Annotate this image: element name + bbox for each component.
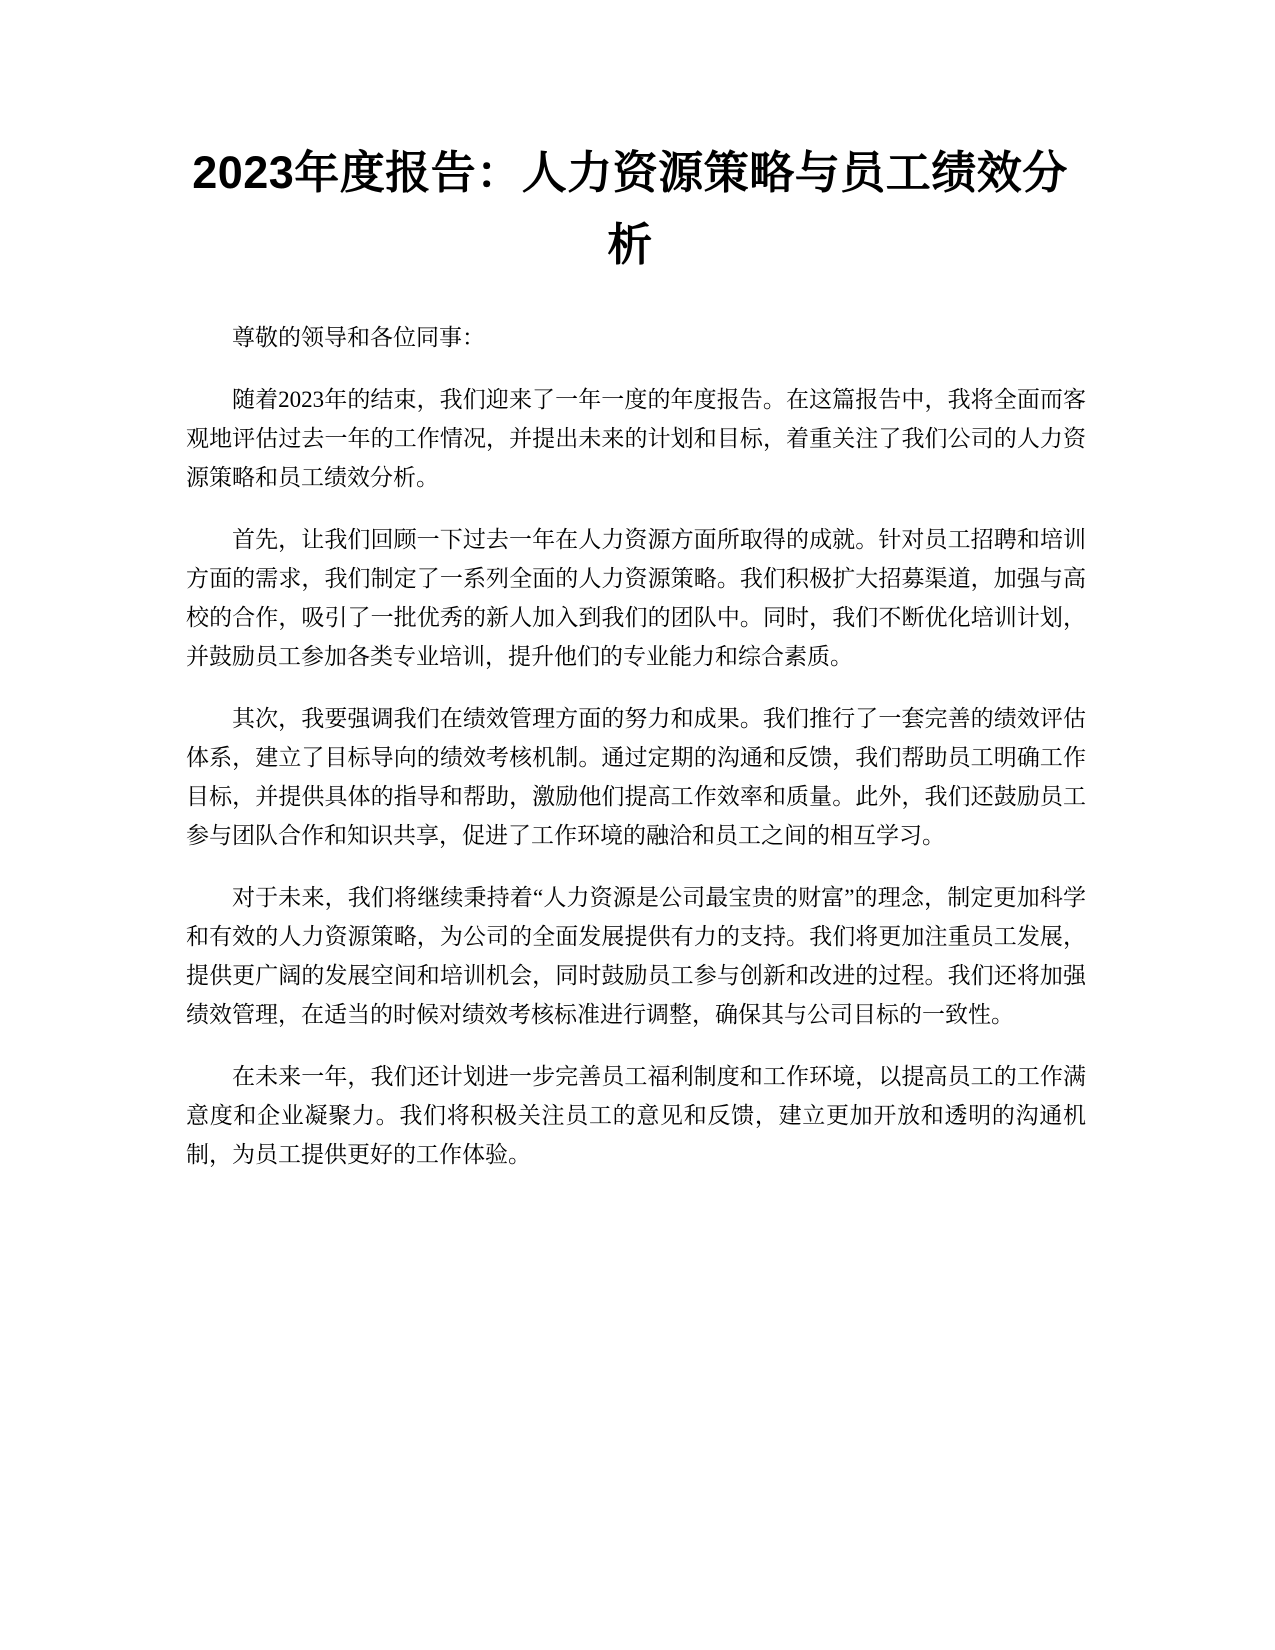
hr-achievements-paragraph: 首先，让我们回顾一下过去一年在人力资源方面所取得的成就。针对员工招聘和培训方面的需求，我们制定了一系列全面的人力资源策略。我们积极扩大招募渠道，加强与高校的合作，吸引了一批优秀的新人加入到我们的团队中。同时，我们不断优化培训计划，并鼓励员工参加各类专业培训，提升他们的专业能力和综合素质。 xyxy=(186,527,1086,669)
intro-paragraph: 随着2023年的结束，我们迎来了一年一度的年度报告。在这篇报告中，我将全面而客观地评估过去一年的工作情况，并提出未来的计划和目标，着重关注了我们公司的人力资源策略和员工绩效分析。 xyxy=(186,387,1086,490)
future-plans-paragraph: 对于未来，我们将继续秉持着“人力资源是公司最宝贵的财富”的理念，制定更加科学和有效的人力资源策略，为公司的全面发展提供有力的支持。我们将更加注重员工发展，提供更广阔的发展空间和培训机会，同时鼓励员工参与创新和改进的过程。我们还将加强绩效管理，在适当的时候对绩效考核标准进行调整，确保其与公司目标的一致性。 xyxy=(186,885,1086,1027)
document-body xyxy=(186,318,1086,1197)
greeting-paragraph: 尊敬的领导和各位同事： xyxy=(232,325,485,350)
performance-management-paragraph: 其次，我要强调我们在绩效管理方面的努力和成果。我们推行了一套完善的绩效评估体系，建立了目标导向的绩效考核机制。通过定期的沟通和反馈，我们帮助员工明确工作目标，并提供具体的指导和帮助，激励他们提高工作效率和质量。此外，我们还鼓励员工参与团队合作和知识共享，促进了工作环境的融洽和员工之间的相互学习。 xyxy=(186,706,1086,848)
document-title: 2023年度报告：人力资源策略与员工绩效分析 xyxy=(192,147,1068,270)
welfare-plans-paragraph: 在未来一年，我们还计划进一步完善员工福利制度和工作环境，以提高员工的工作满意度和企业凝聚力。我们将积极关注员工的意见和反馈，建立更加开放和透明的沟通机制，为员工提供更好的工作体验。 xyxy=(186,1064,1086,1167)
